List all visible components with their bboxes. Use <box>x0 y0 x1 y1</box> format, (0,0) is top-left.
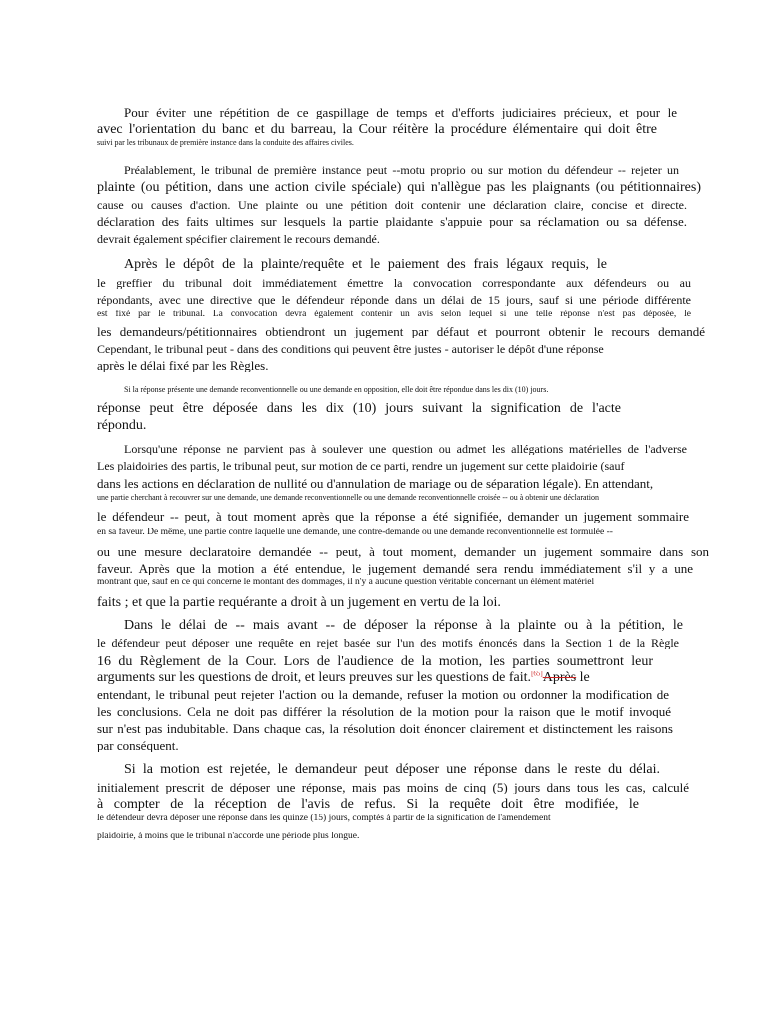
text-line: plaidoirie, à moins que le tribunal n'accorde une période plus longue. <box>97 832 360 841</box>
text-line: Cependant, le tribunal peut - dans des conditions qui peuvent être justes - autoriser le dépôt d'une réponse <box>97 343 604 355</box>
text-line: le greffier du tribunal doit immédiatement émettre la convocation correspondante aux défendeurs ou au <box>97 277 691 289</box>
text-segment: le <box>576 671 590 685</box>
text-line: Pour éviter une répétition de ce gaspillage de temps et d'efforts judiciaires précieux, et pour le <box>124 106 677 119</box>
struck-word: Après <box>542 671 577 685</box>
text-line: devrait également spécifier clairement le recours demandé. <box>97 233 380 245</box>
text-line: cause ou causes d'action. Une plainte ou une pétition doit contenir une déclaration claire, concise et directe. <box>97 199 687 211</box>
text-line: Après le dépôt de la plainte/requête et le paiement des frais légaux requis, le <box>124 258 607 272</box>
text-line: Lorsqu'une réponse ne parvient pas à soulever une question ou admet les allégations matérielles de l'adverse <box>124 443 687 455</box>
text-line: en sa faveur. De même, une partie contre laquelle une demande, une contre-demande ou une demande reconventionnelle est formulée -- <box>97 528 613 537</box>
text-line: le défendeur peut déposer une requête en rejet basée sur l'un des motifs énoncés dans la Section 1 de la Règle <box>97 637 679 649</box>
text-line: Dans le délai de -- mais avant -- de déposer la réponse à la plainte ou à la pétition, le <box>124 619 683 633</box>
text-line: faits ; et que la partie requérante a droit à un jugement en vertu de la loi. <box>97 596 501 610</box>
text-line: par conséquent. <box>97 739 179 752</box>
text-line: le défendeur devra déposer une réponse dans les quinze (15) jours, comptés à partir de la signification de l'amendement <box>97 814 551 823</box>
text-line: le défendeur -- peut, à tout moment après que la réponse a été signifiée, demander un jugement sommaire <box>97 510 689 523</box>
text-line: réponse peut être déposée dans les dix (10) jours suivant la signification de l'acte <box>97 402 621 416</box>
text-segment: arguments sur les questions de droit, et leurs preuves sur les questions de fait. <box>97 671 532 685</box>
text-line: répondants, avec une directive que le défendeur réponde dans un délai de 15 jours, sauf si une période différente <box>97 294 691 306</box>
text-line: entendant, le tribunal peut rejeter l'action ou la demande, refuser la motion ou ordonner la modification de <box>97 688 669 701</box>
text-line: est fixé par le tribunal. La convocation devra également contenir un avis selon lequel si une telle réponse n'est pas déposée, le <box>97 310 691 319</box>
text-line: les conclusions. Cela ne doit pas différer la résolution de la motion pour la raison que le motif invoqué <box>97 705 671 718</box>
text-line: plainte (ou pétition, dans une action civile spéciale) qui n'allègue pas les plaignants (ou pétitionnaires) <box>97 181 701 195</box>
text-line: Préalablement, le tribunal de première instance peut --motu proprio ou sur motion du défendeur -- rejeter un <box>124 164 679 176</box>
text-line: dans les actions en déclaration de nullité ou d'annulation de mariage ou de séparation légale). En attendant, <box>97 477 654 490</box>
text-line: avec l'orientation du banc et du barreau, la Cour réitère la procédure élémentaire qui doit être <box>97 123 657 137</box>
text-line: déclaration des faits ultimes sur lesquels la partie plaidante s'appuie pour sa réclamation ou sa défense. <box>97 215 687 228</box>
text-line: ou une mesure declaratoire demandée -- peut, à tout moment, demander un jugement sommaire dans son <box>97 545 709 558</box>
text-line: les demandeurs/pétitionnaires obtiendront un jugement par défaut et pourront obtenir le recours demandé <box>97 325 705 338</box>
text-line: montrant que, sauf en ce qui concerne le montant des dommages, il n'y a aucune question véritable concernant un élément matériel <box>97 578 595 587</box>
text-line: initialement prescrit de déposer une réponse, mais pas moins de cinq (5) jours dans tous les cas, calculé <box>97 781 689 794</box>
text-line: faveur. Après que la motion a été entendue, le jugement demandé sera rendu immédiatement s'il y a une <box>97 562 693 575</box>
text-line: Les plaidoiries des partis, le tribunal peut, sur motion de ce parti, rendre un jugement sur cette plaidoirie (sauf <box>97 460 625 472</box>
text-line: répondu. <box>97 419 147 433</box>
footnote-reference[interactable]: [65] <box>531 671 543 678</box>
text-line: Si la motion est rejetée, le demandeur peut déposer une réponse dans le reste du délai. <box>124 763 660 777</box>
text-line: après le délai fixé par les Règles. <box>97 359 269 372</box>
text-line: une partie cherchant à recouvrer sur une demande, une demande reconventionnelle ou une demande reconventionnelle croisée -- ou à obtenir une déclaration <box>97 494 599 502</box>
text-line: sur n'est pas indubitable. Dans chaque cas, la résolution doit énoncer clairement et distinctement les raisons <box>97 722 673 735</box>
text-line: Si la réponse présente une demande reconventionnelle ou une demande en opposition, elle doit être répondue dans les dix (10) jours. <box>124 386 549 394</box>
text-line: à compter de la réception de l'avis de refus. Si la requête doit être modifiée, le <box>97 798 639 812</box>
text-line: suivi par les tribunaux de première instance dans la conduite des affaires civiles. <box>97 139 354 147</box>
text-line-with-footnote <box>97 671 657 685</box>
text-line: 16 du Règlement de la Cour. Lors de l'audience de la motion, les parties soumettront leur <box>97 655 653 669</box>
